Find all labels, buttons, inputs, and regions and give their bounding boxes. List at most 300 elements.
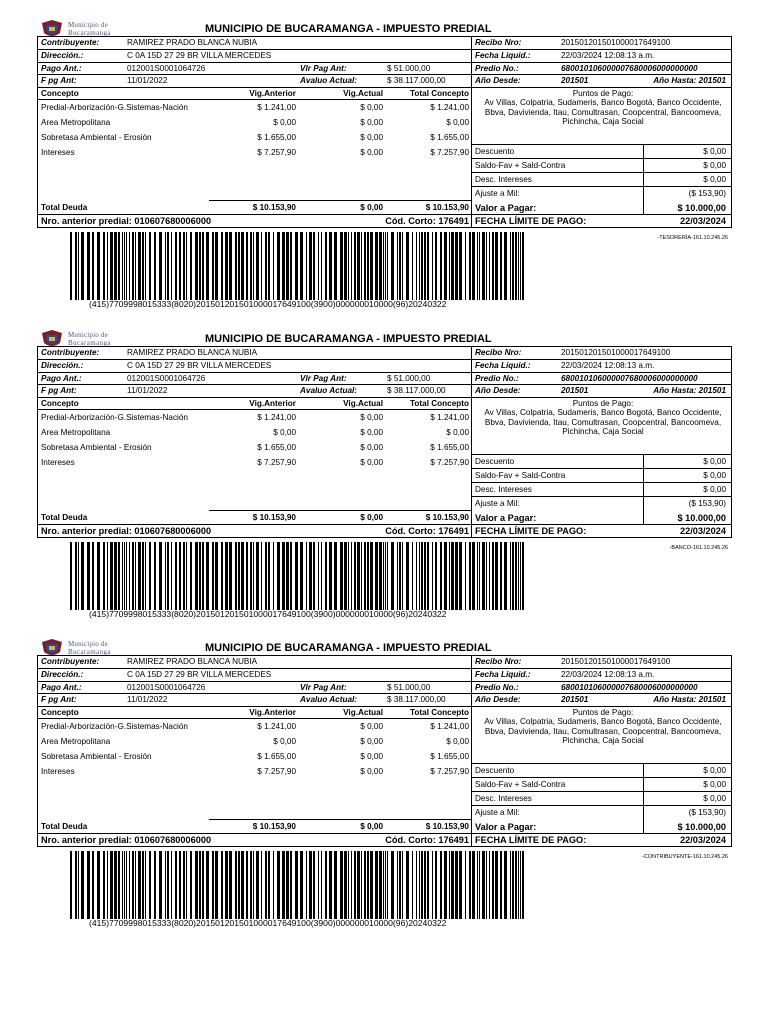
barcode-bar [70,232,72,300]
concept-cell: $ 1.655,00 [430,443,469,452]
barcode-bar [344,542,347,610]
barcode-bar [154,851,156,919]
barcode-bar [138,851,141,919]
barcode-bar [504,851,507,919]
puntos-de-pago [475,708,731,745]
barcode-bar [159,232,162,300]
barcode-bar [215,542,218,610]
barcode-bar [440,851,442,919]
barcode-bar [75,542,77,610]
barcode-bar [492,542,494,610]
value-predio-no: 680010106000007680006000000000 [561,374,698,383]
concept-cell: $ 0,00 [273,737,296,746]
barcode-bar [367,232,369,300]
barcode-bar [97,232,100,300]
barcode-bar [455,232,458,300]
value-valor-a-pagar: $ 10.000,00 [677,822,726,832]
concept-cell: $ 7.257,90 [430,148,469,157]
label-predio-no: Predio No.: [475,683,519,692]
barcode-bar [419,851,420,919]
barcode-bar [202,851,204,919]
value-recibo-nro: 201501201501000017649100 [561,38,671,47]
tax-form [37,36,732,228]
barcode-bar [421,542,423,610]
col-concepto: Concepto [41,89,79,98]
barcode-bar [206,232,209,300]
barcode-bar [277,232,280,300]
barcode-bar [504,232,507,300]
barcode-bar [221,851,223,919]
barcode-bar [486,851,487,919]
barcode-bar [81,232,84,300]
barcode-bar [412,232,413,300]
barcode-bar [215,232,218,300]
value-fecha-liquid: 22/03/2024 12:08:13 a.m. [561,670,655,679]
barcode-bar [256,232,259,300]
barcode-bar [477,851,478,919]
concept-cell: $ 0,00 [446,118,469,127]
barcode-bar [495,851,498,919]
total-vig-actual: $ 0,00 [360,203,383,212]
barcode-bar [246,232,248,300]
barcode-bar [122,851,123,919]
adjustment-value: ($ 153,90) [688,189,726,198]
barcode-bar [250,542,252,610]
concept-cell: Area Metropolitana [41,737,111,746]
barcode-bar [364,542,366,610]
barcode-bar [135,851,136,919]
barcode-bar [421,851,423,919]
barcode-bar [145,851,146,919]
barcode-bar [165,232,166,300]
barcode-bar [118,232,120,300]
concept-cell: Predial-Arborización-G.Sistemas-Nación [41,413,188,422]
value-pago-ant: 012001S0001064726 [127,683,206,692]
barcode-bar [241,851,244,919]
tax-form [37,655,732,847]
label-fecha-liquid: Fecha Liquid.: [475,670,531,679]
barcode-bar [238,232,240,300]
barcode-bar [325,232,327,300]
barcode-bar [444,542,447,610]
barcode-bar [282,232,285,300]
concept-cell: $ 7.257,90 [257,458,296,467]
value-vlr-pag-ant: $ 51.000,00 [387,374,431,383]
barcode-bar [159,851,162,919]
barcode-bar [195,542,198,610]
concept-cell: $ 0,00 [360,443,383,452]
concept-cell: Sobretasa Ambiental - Erosión [41,752,152,761]
col-total-concepto: Total Concepto [410,89,469,98]
barcode-bar [154,232,156,300]
barcode-bar [424,542,426,610]
barcode-bar [286,851,289,919]
barcode-bar [183,851,185,919]
barcode-bar [375,232,378,300]
barcode-bar [306,542,307,610]
barcode-bar [132,542,134,610]
barcode-bar [482,851,485,919]
barcode-bar [81,851,84,919]
barcode-bar [175,232,177,300]
barcode-bar [202,232,204,300]
barcode-bar [334,542,337,610]
barcode-bar [261,542,262,610]
value-ano-hasta: Año Hasta: 201501 [653,695,726,704]
barcode-bar [432,542,433,610]
concept-cell: Intereses [41,767,75,776]
barcode-bar [195,232,198,300]
barcode-bar [489,232,490,300]
value-f-pg-ant: 11/01/2022 [127,386,168,395]
concept-cell: $ 1.655,00 [430,133,469,142]
barcode-bar [290,232,292,300]
value-valor-a-pagar: $ 10.000,00 [677,513,726,523]
payment-barcode [70,542,528,610]
barcode-bar [486,542,487,610]
barcode-bar [75,851,77,919]
col-vig-actual: Vig.Actual [343,399,383,408]
barcode-bar [518,851,519,919]
barcode-bar [334,851,337,919]
payment-barcode [70,851,528,919]
barcode-bar [229,542,232,610]
barcode-bar [241,232,244,300]
barcode-bar [397,542,398,610]
concept-cell: $ 0,00 [360,413,383,422]
barcode-bar [265,542,267,610]
barcode-bar [367,542,369,610]
total-vig-actual: $ 0,00 [360,513,383,522]
nro-anterior-predial: Nro. anterior predial: 010607680006000 [41,526,212,536]
concept-cell: $ 0,00 [360,118,383,127]
barcode-bar [265,851,267,919]
barcode-bar [477,232,478,300]
barcode-bar [459,232,462,300]
barcode-bar [171,232,172,300]
total-total-concepto: $ 10.153,90 [425,203,469,212]
barcode-bar [427,232,429,300]
barcode-bar [482,232,485,300]
label-avaluo-actual: Avaluo Actual: [300,76,358,85]
barcode-bar [92,851,94,919]
label-pago-ant: Pago Ant.: [41,374,82,383]
label-total-deuda: Total Deuda [41,513,88,522]
barcode-bar [75,232,77,300]
label-fecha-limite: FECHA LÍMITE DE PAGO: [475,216,587,226]
barcode-bar [344,851,347,919]
col-vig-actual: Vig.Actual [343,89,383,98]
barcode-bar [277,851,280,919]
barcode-bar [348,851,349,919]
barcode-bar [212,851,214,919]
cod-corto: Cód. Corto: 176491 [385,835,469,845]
concept-cell: Area Metropolitana [41,118,111,127]
barcode-bar [479,851,480,919]
barcode-bar [268,851,270,919]
barcode-bar [186,542,187,610]
barcode-bar [370,232,373,300]
barcode-bar [504,542,507,610]
concept-cell: $ 0,00 [360,752,383,761]
barcode-bar [318,542,319,610]
barcode-bar [370,851,373,919]
barcode-bar [449,542,450,610]
value-predio-no: 680010106000007680006000000000 [561,683,698,692]
barcode-bar [256,851,259,919]
barcode-bar [385,851,386,919]
barcode-bar [469,232,471,300]
adjustment-value: ($ 153,90) [688,808,726,817]
barcode-bar [402,232,403,300]
copy-tag: -CONTRIBUYENTE-161.10.245.26 [642,854,728,860]
barcode-bar [87,542,90,610]
barcode-bar [295,542,298,610]
concept-cell: Sobretasa Ambiental - Erosión [41,133,152,142]
barcode-bar [261,851,262,919]
barcode-bar [190,232,192,300]
concept-cell: $ 1.241,00 [430,722,469,731]
tax-form [37,346,732,538]
concept-cell: Intereses [41,458,75,467]
barcode-bar [215,851,218,919]
barcode-bar [383,232,384,300]
value-ano-desde: 201501 [561,76,589,85]
adjustment-label: Ajuste a Mil: [475,189,520,198]
barcode-bar [129,232,130,300]
barcode-bar [465,232,466,300]
barcode-bar [81,542,84,610]
barcode-bar [107,232,108,300]
value-ano-hasta: Año Hasta: 201501 [653,76,726,85]
barcode-bar [103,232,105,300]
barcode-bar [354,542,356,610]
concept-cell: $ 0,00 [273,118,296,127]
barcode-bar [416,542,417,610]
value-fecha-liquid: 22/03/2024 12:08:13 a.m. [561,361,655,370]
barcode-bar [340,232,343,300]
barcode-bar [361,232,362,300]
barcode-bar [379,232,382,300]
barcode-bar [351,851,352,919]
label-contribuyente: Contribuyente: [41,657,100,666]
barcode-bar [268,542,270,610]
puntos-de-pago-list: Av Villas, Colpatria, Sudameris, Banco Bogotá, Banco Occidente, Bbva, Davivienda, Itau, Comultrasan, Coopcentral, Bancoomeva, Pichincha, Caja Social [484,408,722,436]
barcode-bar [444,232,447,300]
concept-cell: Sobretasa Ambiental - Erosión [41,443,152,452]
label-vlr-pag-ant: Vlr Pag Ant: [300,374,347,383]
barcode-bar [186,232,187,300]
concept-cell: $ 0,00 [360,722,383,731]
barcode-bar [375,542,378,610]
label-avaluo-actual: Avaluo Actual: [300,695,358,704]
barcode-bar [241,542,244,610]
barcode-bar [364,232,366,300]
barcode-bar [179,232,181,300]
barcode-bar [479,542,480,610]
barcode-bar [195,851,198,919]
barcode-bar [370,542,373,610]
logo-line2: Bucaramanga [68,29,111,37]
label-avaluo-actual: Avaluo Actual: [300,386,358,395]
barcode-bar [261,232,262,300]
puntos-de-pago-list: Av Villas, Colpatria, Sudameris, Banco Bogotá, Banco Occidente, Bbva, Davivienda, Itau, Comultrasan, Coopcentral, Bancoomeva, Pichincha, Caja Social [484,98,722,126]
barcode-bar [142,851,144,919]
barcode-bar [290,851,292,919]
nro-anterior-predial: Nro. anterior predial: 010607680006000 [41,835,212,845]
barcode-bar [449,851,450,919]
concept-cell: $ 7.257,90 [257,148,296,157]
barcode-bar [159,542,162,610]
barcode-bar [92,232,94,300]
receipt-copy [0,8,768,318]
concept-cell: Area Metropolitana [41,428,111,437]
value-contribuyente: RAMIREZ PRADO BLANCA NUBIA [127,348,258,357]
barcode-bar [412,542,413,610]
barcode-bar [229,851,232,919]
barcode-bar [351,542,352,610]
barcode-bar [416,232,417,300]
label-f-pg-ant: F pg Ant: [41,76,77,85]
barcode-bar [383,851,384,919]
barcode-bar [515,851,517,919]
barcode-bar [522,232,524,300]
barcode-bar [126,232,127,300]
barcode-bar [221,232,223,300]
barcode-bar [512,232,514,300]
adjustment-value: $ 0,00 [703,147,726,156]
barcode-bar [354,232,356,300]
barcode-bar [432,232,433,300]
label-predio-no: Predio No.: [475,64,519,73]
barcode-bar [268,232,270,300]
barcode-bar [486,232,487,300]
barcode-bar [183,542,185,610]
concept-cell: Predial-Arborización-G.Sistemas-Nación [41,722,188,731]
barcode-bar [250,851,252,919]
barcode-bar [357,542,360,610]
barcode-bar [451,851,454,919]
barcode-bar [135,232,136,300]
barcode-bar [167,232,169,300]
barcode-bar [406,232,409,300]
cod-corto: Cód. Corto: 176491 [385,216,469,226]
barcode-bar [419,542,420,610]
barcode-bar [313,851,315,919]
barcode-bar [246,851,248,919]
puntos-de-pago-title: Puntos de Pago: [572,708,634,717]
barcode-bar [385,232,386,300]
barcode-bar [318,232,319,300]
document-title: MUNICIPIO DE BUCARAMANGA - IMPUESTO PREDIAL [205,642,492,654]
barcode-bar [300,232,303,300]
barcode-bar [190,851,192,919]
barcode-bar [325,851,327,919]
adjustment-value: ($ 153,90) [688,499,726,508]
adjustment-value: $ 0,00 [703,485,726,494]
barcode-bar [334,232,337,300]
barcode-bar [273,851,274,919]
label-contribuyente: Contribuyente: [41,38,100,47]
barcode-bar [235,542,237,610]
label-valor-a-pagar: Valor a Pagar: [475,513,537,523]
barcode-bar [306,232,307,300]
barcode-bar [212,232,214,300]
barcode-bar [385,542,386,610]
value-fecha-limite: 22/03/2024 [680,526,726,536]
barcode-bar [107,851,108,919]
barcode-bar [367,851,369,919]
barcode-bar [391,232,394,300]
barcode-bar [357,851,360,919]
barcode-bar [424,232,426,300]
adjustment-label: Desc. Intereses [475,485,532,494]
barcode-bar [225,542,228,610]
barcode-bar [449,232,450,300]
barcode-bar [132,232,134,300]
concept-cell: $ 1.655,00 [257,752,296,761]
barcode-bar [510,232,511,300]
barcode-bar [459,851,462,919]
concept-cell: $ 1.655,00 [430,752,469,761]
adjustment-label: Saldo-Fav + Sald-Contra [475,471,566,480]
value-ano-desde: 201501 [561,386,589,395]
concept-cell: $ 1.241,00 [430,413,469,422]
label-ano-desde: Año Desde: [475,76,521,85]
barcode-bar [421,232,423,300]
barcode-bar [329,542,332,610]
adjustment-label: Saldo-Fav + Sald-Contra [475,780,566,789]
col-vig-actual: Vig.Actual [343,708,383,717]
barcode-bar [149,851,151,919]
logo-line1: Municipio de [68,331,108,339]
concept-cell: $ 1.241,00 [257,722,296,731]
concept-cell: $ 0,00 [360,737,383,746]
barcode-bar [87,232,90,300]
concept-cell: Predial-Arborización-G.Sistemas-Nación [41,103,188,112]
barcode-bar [325,542,327,610]
barcode-bar [348,542,349,610]
barcode-bar [118,851,120,919]
total-vig-anterior: $ 10.153,90 [252,822,296,831]
value-pago-ant: 012001S0001064726 [127,64,206,73]
barcode-bar [375,851,378,919]
barcode-human-readable: (415)7709998015333(8020)201501201501000017649100(3900)000000010000(96)20240322 [89,299,447,309]
col-total-concepto: Total Concepto [410,399,469,408]
col-vig-anterior: Vig.Anterior [249,399,296,408]
logo-line2: Bucaramanga [68,648,111,656]
barcode-bar [472,232,475,300]
concept-cell: $ 1.241,00 [430,103,469,112]
barcode-bar [329,851,332,919]
barcode-bar [364,851,366,919]
value-vlr-pag-ant: $ 51.000,00 [387,683,431,692]
label-fecha-limite: FECHA LÍMITE DE PAGO: [475,526,587,536]
col-total-concepto: Total Concepto [410,708,469,717]
barcode-bar [186,851,187,919]
barcode-bar [110,542,113,610]
logo-line1: Municipio de [68,21,108,29]
barcode-bar [183,232,185,300]
barcode-bar [175,542,177,610]
barcode-bar [520,851,521,919]
barcode-bar [482,542,485,610]
barcode-bar [321,542,322,610]
barcode-bar [206,542,209,610]
barcode-bar [472,542,475,610]
value-contribuyente: RAMIREZ PRADO BLANCA NUBIA [127,657,258,666]
barcode-bar [167,542,169,610]
